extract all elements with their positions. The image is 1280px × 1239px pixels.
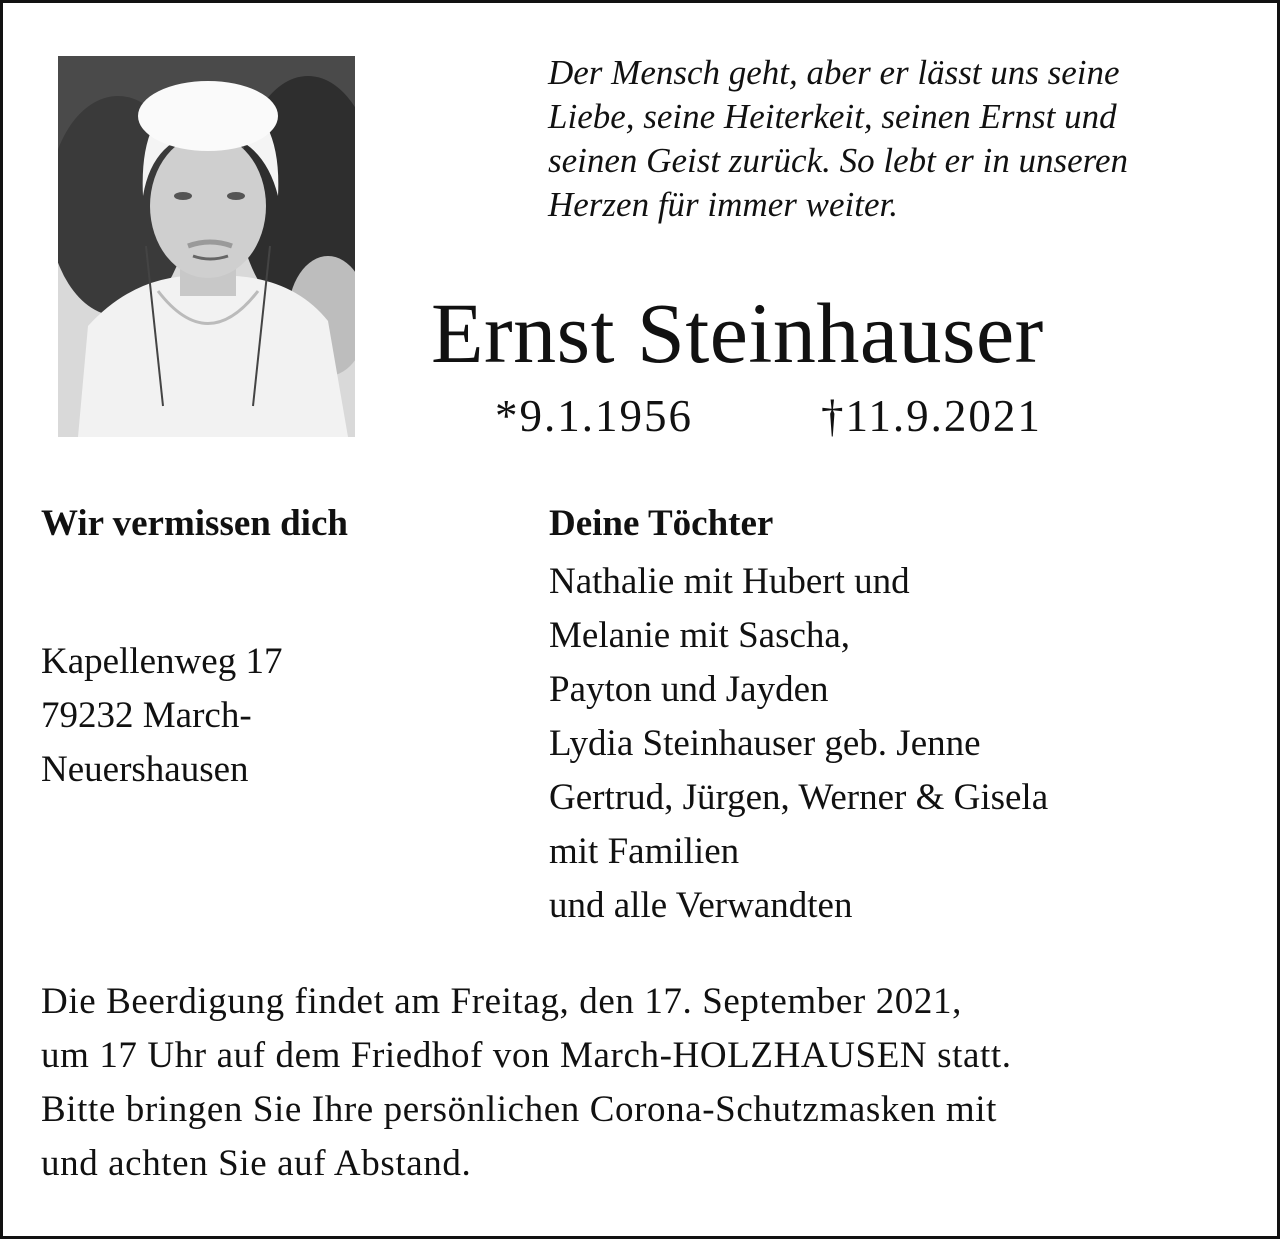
- family-block: [549, 499, 1269, 933]
- funeral-notice: [41, 975, 1256, 1191]
- family-line: Melanie mit Sascha,: [549, 615, 851, 656]
- family-line: mit Familien: [549, 831, 740, 872]
- quote-line: Der Mensch geht, aber er lässt uns seine: [548, 53, 1120, 92]
- missing-you-heading: Wir vermissen dich: [41, 503, 348, 544]
- memorial-quote: [548, 51, 1258, 227]
- funeral-line: und achten Sie auf Abstand.: [41, 1143, 472, 1184]
- funeral-line: um 17 Uhr auf dem Friedhof von March-HOLZHAUSEN statt.: [41, 1035, 1012, 1076]
- family-line: und alle Verwandten: [549, 885, 853, 926]
- funeral-line: Die Beerdigung findet am Freitag, den 17. September 2021,: [41, 981, 962, 1022]
- mourners-address-block: [41, 499, 511, 797]
- family-line: Lydia Steinhauser geb. Jenne: [549, 723, 981, 764]
- quote-line: Liebe, seine Heiterkeit, seinen Ernst und: [548, 97, 1117, 136]
- address: [41, 635, 511, 797]
- family-line: Nathalie mit Hubert und: [549, 561, 910, 602]
- address-line: 79232 March-: [41, 695, 252, 736]
- family-line: Gertrud, Jürgen, Werner & Gisela: [549, 777, 1049, 818]
- portrait-photo: [58, 56, 355, 437]
- birth-date: *9.1.1956: [495, 391, 693, 441]
- family-line: Payton und Jayden: [549, 669, 829, 710]
- deceased-name: Ernst Steinhauser: [431, 285, 1044, 381]
- address-line: Kapellenweg 17: [41, 641, 283, 682]
- quote-line: Herzen für immer weiter.: [548, 185, 898, 224]
- quote-line: seinen Geist zurück. So lebt er in unseren: [548, 141, 1128, 180]
- address-line: Neuershausen: [41, 749, 249, 790]
- daughters-heading: Deine Töchter: [549, 503, 774, 544]
- funeral-line: Bitte bringen Sie Ihre persönlichen Corona-Schutzmasken mit: [41, 1089, 998, 1130]
- family-list: [549, 555, 1269, 933]
- death-date: †11.9.2021: [821, 391, 1042, 441]
